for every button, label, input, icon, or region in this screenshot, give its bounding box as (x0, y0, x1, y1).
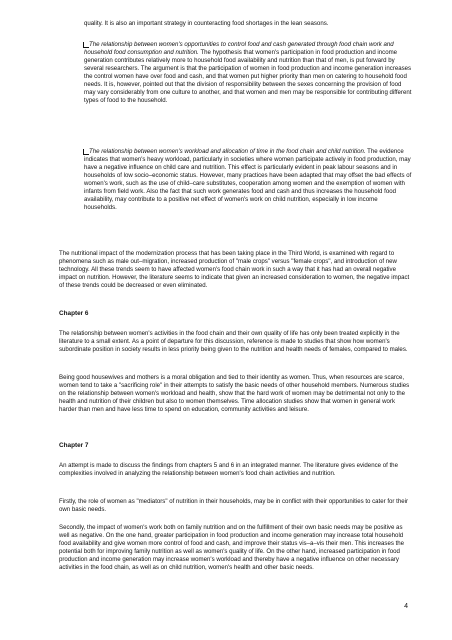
chapter-7-heading: Chapter 7 (59, 442, 89, 449)
bullet-item-workload (84, 148, 412, 212)
intro-line: quality. It is also an important strategy in counteracting food shortages in the lean seasons. (84, 20, 329, 27)
chapter-7-paragraph-1: An attempt is made to discuss the findings from chapters 5 and 6 in an integrated manner. The literature gives evidence of the complexities involved in analyzing the relationship between women's food chain activities and nutrition. (59, 462, 398, 478)
chapter-7-paragraph-2: Firstly, the role of women as "mediators" of nutrition in their households, may be in conflict with their opportunities to cater for their own basic needs. (59, 498, 409, 514)
bullet-lead: The relationship between women's opportunities to control food and cash generated through food chain work and household food consumption and nutrition. (84, 41, 394, 57)
bullet-checkbox-icon (83, 149, 89, 155)
paragraph-modernization: The nutritional impact of the modernization process that has been taking place in the Third World, is examined with regard to phenomena such as male out–migration, increased production of "male crops" versus "female crops", and introduction of new technology. All these trends seem to have affected women's food chain work in such a way that it has had an overall negative impact on nutrition. However, the literature seems to indicate that given an increased consideration to women, the negative impact of these trends could be decreased or even eliminated. (59, 250, 410, 290)
bullet-item-food-control (84, 41, 412, 105)
chapter-6-paragraph-2: Being good housewives and mothers is a moral obligation and tied to their identity as women. Thus, when resources are scarce, women tend to take a "sacrificing role" in their attempts to satisfy the basic needs of other household members. Numerous studies on the relationship between women's workload and health, show that the hard work of women may be detrimental not only to the health and nutrition of their children but also to women themselves. Time allocation studies show that women in general work harder than men and have less time to spend on education, community activities and leisure. (59, 374, 410, 414)
bullet-text: The hypothesis that women's participation in food production and income generation contributes relatively more to household food availability and nutrition than that of men, is put forward by several researchers. The argument is that the participation of women in food production and income generation increases the control women have over food and cash, and that women put higher priority than men on catering to household food needs. It is, however, pointed out that the division of responsibility between the sexes concerning the provision of food may vary considerably from one culture to another, and that women and men may be responsible for contributing different types of food to the household. (84, 49, 412, 105)
chapter-7-paragraph-3: Secondly, the impact of women's work both on family nutrition and on the fulfillment of their own basic needs may be positive as well as negative. On the one hand, greater participation in food production and income generation may increase total household food availability and give women more control of food and cash, and improve their status vis–a–vis their men. This increases the potential both for improving family nutrition as well as women's quality of life. On the other hand, increased participation in food production and income generation may increase women's workload and thereby have a negative influence on other necessary activities in the food chain, as well as on child nutrition, women's health and other basic needs. (59, 524, 405, 572)
bullet-checkbox-icon (83, 42, 89, 48)
page-number: 4 (404, 603, 408, 610)
bullet-text: The evidence indicates that women's heavy workload, particularly in societies where women participate actively in food production, may have a negative influence on child care and nutrition. This effect is particularly evident in peak labour seasons and in households of low socio–economic status. However, many practices have been adapted that may offset the bad effects of women's work, such as the use of child–care substitutes, cooperation among women and the exemption of women with infants from field work. Also the fact that such work generates food and cash and thus increases the household food availability, may contribute to a positive net effect of women's work on child nutrition, especially in low income households. (84, 148, 412, 212)
chapter-6-heading: Chapter 6 (59, 310, 89, 317)
chapter-6-paragraph-1: The relationship between women's activities in the food chain and their own quality of life has only been treated explicitly in the literature to a small extent. As a point of departure for this discussion, reference is made to studies that show how women's subordinate position in society results in less priority being given to the nutrition and health needs of females, compared to males. (59, 330, 408, 354)
bullet-lead: The relationship between women's workload and allocation of time in the food chain and child nutrition. (89, 148, 366, 155)
